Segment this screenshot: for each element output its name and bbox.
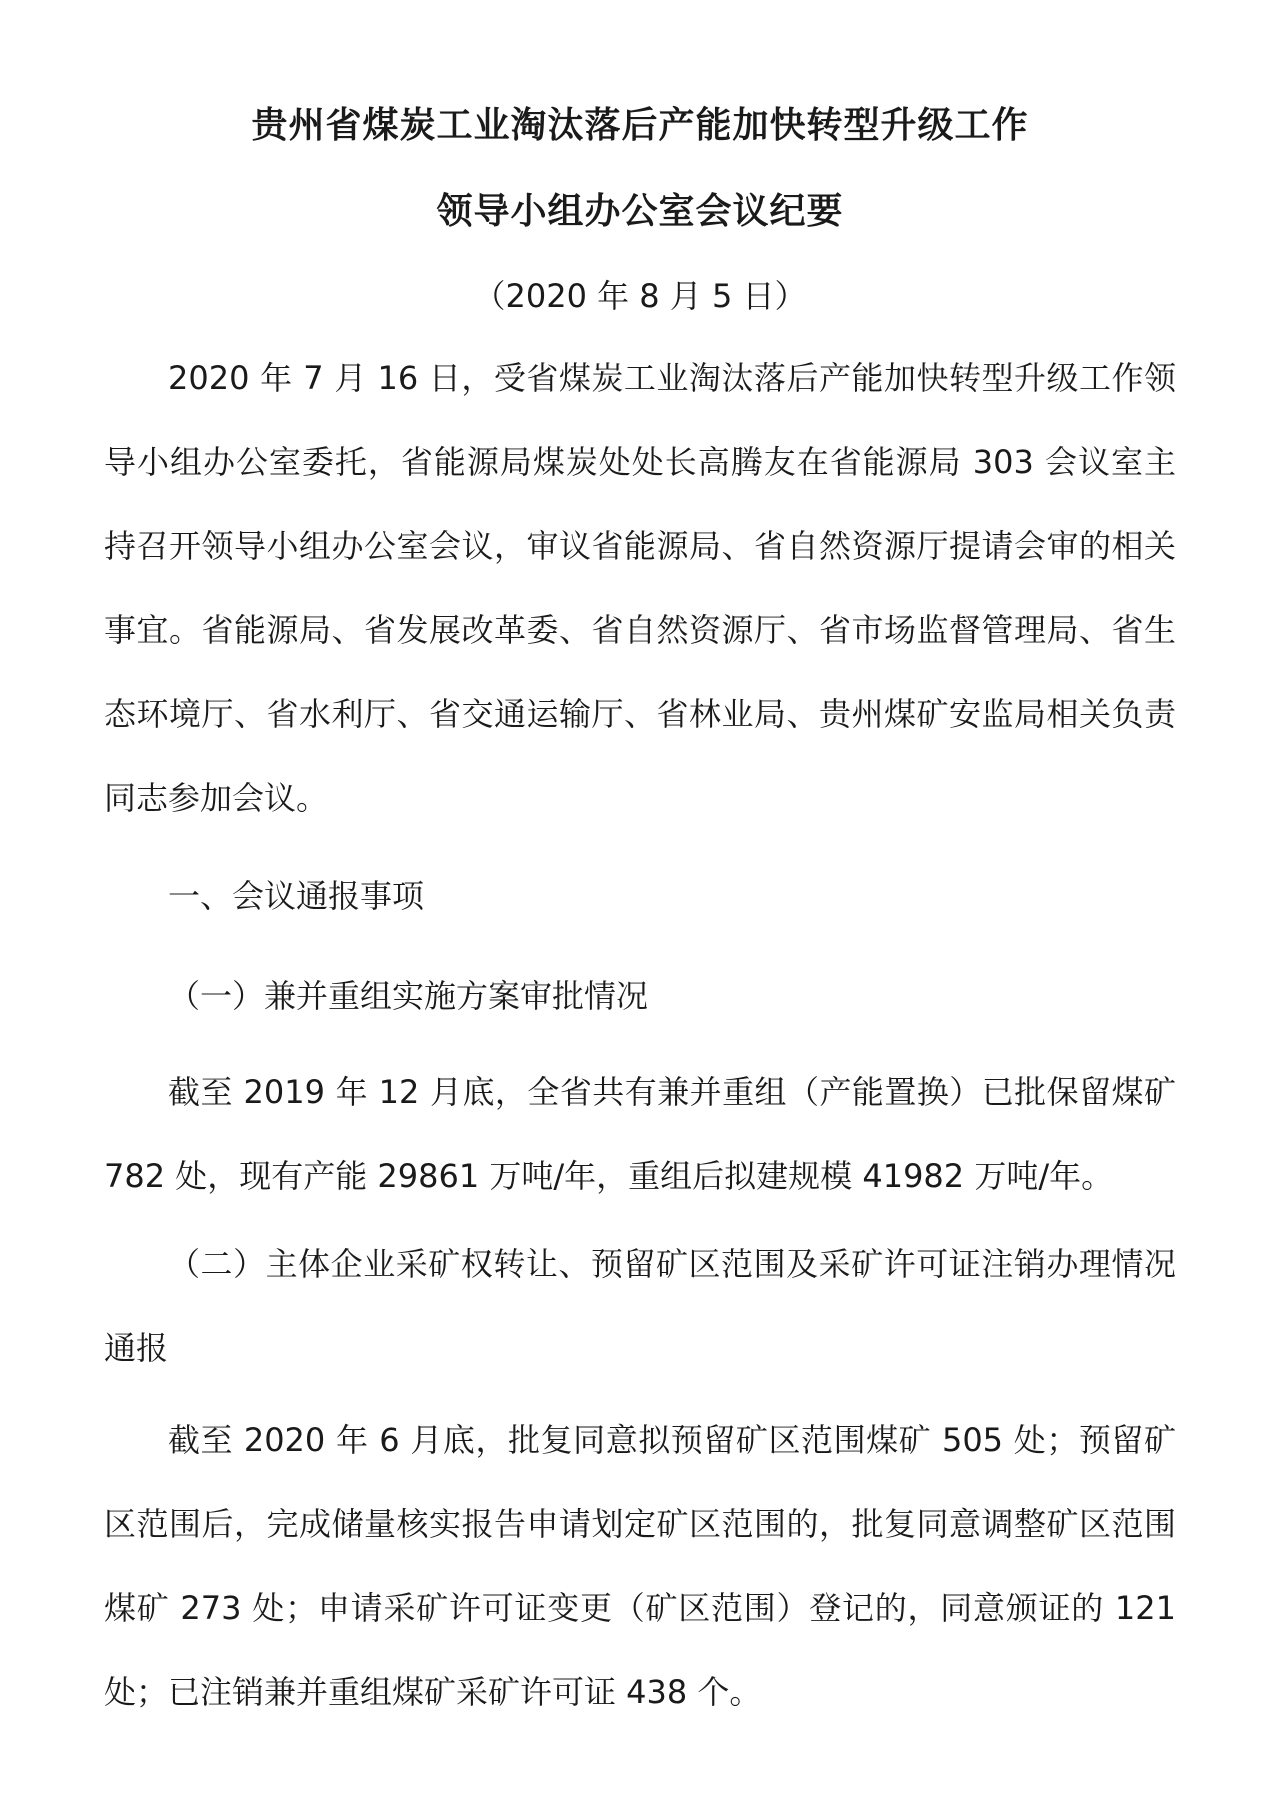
subsection-heading-2: （二）主体企业采矿权转让、预留矿区范围及采矿许可证注销办理情况通报: [104, 1245, 1176, 1367]
subsection-heading-1: （一）兼并重组实施方案审批情况: [168, 977, 649, 1015]
intro-paragraph: 2020 年 7 月 16 日，受省煤炭工业淘汰落后产能加快转型升级工作领导小组办公室委托，省能源局煤炭处处长高腾友在省能源局 303 会议室主持召开领导小组办公室会议，审议省能源局、省自然资源厅提请会审的相关事宜。省能源局、省发展改革委、省自然资源厅、省市场监督管理局、省生态环境厅、省水利厅、省交通运输厅、省林业局、贵州煤矿安监局相关负责同志参加会议。: [104, 359, 1176, 817]
document-title-line-1: 贵州省煤炭工业淘汰落后产能加快转型升级工作: [251, 105, 1029, 146]
document-title-line-2: 领导小组办公室会议纪要: [436, 191, 844, 232]
subsection-2-paragraph: 截至 2020 年 6 月底，批复同意拟预留矿区范围煤矿 505 处；预留矿区范围后，完成储量核实报告申请划定矿区范围的，批复同意调整矿区范围煤矿 273 处；申请采矿许可证变更（矿区范围）登记的，同意颁证的 121 处；已注销兼并重组煤矿采矿许可证 438 个。: [104, 1421, 1176, 1711]
document-date: （2020 年 8 月 5 日）: [473, 277, 807, 315]
section-heading-1: 一、会议通报事项: [168, 877, 425, 915]
document-page: [104, 92, 1176, 1734]
subsection-1-paragraph: 截至 2019 年 12 月底，全省共有兼并重组（产能置换）已批保留煤矿 782 处，现有产能 29861 万吨/年，重组后拟建规模 41982 万吨/年。: [104, 1073, 1176, 1195]
